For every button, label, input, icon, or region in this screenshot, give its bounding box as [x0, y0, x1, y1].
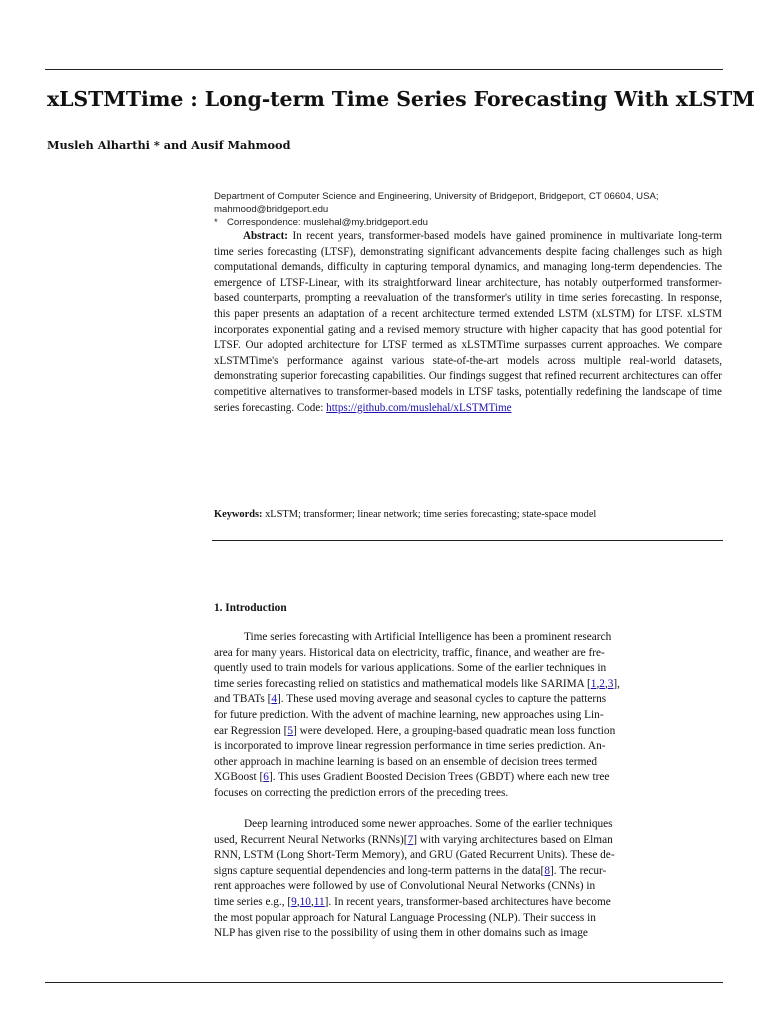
text-line: NLP has given rise to the possibility of using them in other domains such as image [214, 927, 588, 940]
line-text: ] with varying architectures based on Elman [413, 833, 613, 846]
abstract [214, 229, 722, 416]
text-line [214, 724, 722, 740]
affiliation-email: mahmood@bridgeport.edu [214, 204, 329, 215]
line-text: ], [613, 677, 621, 690]
intro-paragraph-2 [214, 817, 722, 942]
text-line [214, 833, 722, 849]
citation-link[interactable]: 8 [544, 864, 550, 877]
line-text: ear Regression [ [214, 724, 288, 737]
text-line: is incorporated to improve linear regression performance in time series prediction. An- [214, 740, 606, 753]
author-list: Musleh Alharthi * and Ausif Mahmood [47, 138, 291, 152]
text-line: the most popular approach for Natural Language Processing (NLP). Their success in [214, 911, 596, 924]
section-heading: 1. Introduction [214, 602, 287, 614]
intro-paragraph-1 [214, 630, 722, 802]
keywords-label: Keywords: [214, 509, 263, 520]
line-text: signs capture sequential dependencies and long-term patterns in the data[ [214, 864, 545, 877]
citation-link[interactable]: 5 [287, 724, 294, 737]
line-text: ]. The recur- [549, 864, 607, 877]
correspondence-mark: * [214, 217, 218, 228]
top-rule [45, 69, 723, 70]
bottom-rule [45, 982, 723, 983]
text-line: other approach in machine learning is based on an ensemble of decision trees termed [214, 755, 598, 768]
keywords-text: xLSTM; transformer; linear network; time series forecasting; state-space model [262, 509, 597, 520]
text-line: focuses on correcting the prediction errors of the preceding trees. [214, 786, 509, 799]
citation-link[interactable]: 2 [599, 677, 605, 690]
text-line: time series e.g., [9,10,11]. In recent years, transformer-based architectures have become [214, 895, 611, 908]
correspondence [214, 216, 734, 229]
correspondence-text: Correspondence: muslehal@my.bridgeport.edu [227, 217, 429, 228]
citation-link[interactable]: 4 [271, 693, 278, 706]
citation-link[interactable]: 10 [299, 895, 311, 908]
keywords [214, 509, 722, 520]
citation-link[interactable]: 1 [590, 677, 597, 690]
text-line [214, 864, 722, 880]
text-line: time series forecasting relied on statistics and mathematical models like SARIMA [1,2,3], [214, 677, 621, 690]
paper-title: xLSTMTime : Long-term Time Series Forecasting With xLSTM [47, 87, 755, 111]
text-line: quently used to train models for various applications. Some of the earlier techniques in [214, 662, 607, 675]
text-line: for future prediction. With the advent of machine learning, new approaches using Lin- [214, 708, 604, 721]
abstract-paragraph [214, 229, 722, 416]
keywords-rule [212, 540, 723, 541]
text-line: rent approaches were followed by use of Convolutional Neural Networks (CNNs) in [214, 880, 596, 893]
citation-link[interactable]: 3 [607, 677, 614, 690]
citation-link[interactable]: 7 [407, 833, 414, 846]
line-text: time series e.g., [ [214, 895, 292, 908]
text-line: area for many years. Historical data on electricity, traffic, finance, and weather are fre- [214, 646, 605, 659]
line-text: ]. These used moving average and seasonal cycles to capture the patterns [277, 693, 607, 706]
line-text: ]. This uses Gradient Boosted Decision Trees (GBDT) where each new tree [268, 771, 610, 784]
text-line [214, 692, 722, 708]
citation-link[interactable]: 6 [263, 771, 269, 784]
abstract-text: In recent years, transformer-based models have gained prominence in multivariate long-term time series forecasting (LTSF), demonstrating significant advancements despite facing challenges such as high computational demands, difficulty in capturing temporal dynamics, and managing long-term dependencies. The emergence of LTSF-Linear, with its straightforward linear architecture, has notably outperformed transformer-based counterparts, prompting a reevaluation of the transformer's utility in time series forecasting. In response, this paper presents an adaptation of a recent architecture termed extended LSTM (xLSTM) for LTSF. xLSTM incorporates exponential gating and a revised memory structure with higher capacity that has good potential for LTSF. Our adopted architecture for LTSF termed as xLSTMTime surpasses current approaches. We compare xLSTMTime's performance against various state-of-the-art models across multiple real-world datasets, demonstrating superior forecasting capabilities. Our findings suggest that refined recurrent architectures can offer competitive alternatives to transformer-based models in LTSF tasks, potentially redefining the landscape of time series forecasting. Code: [214, 230, 722, 414]
text-line: Deep learning introduced some newer approaches. Some of the earlier techniques [244, 818, 613, 830]
affiliation [214, 190, 734, 229]
citation-link[interactable]: 11 [313, 895, 325, 908]
line-text: ] were developed. Here, a grouping-based quadratic mean loss function [293, 724, 616, 737]
citation-link[interactable]: 9 [291, 895, 297, 908]
line-text: ]. In recent years, transformer-based architectures have become [324, 895, 611, 908]
code-link[interactable]: https://github.com/muslehal/xLSTMTime [326, 401, 512, 414]
text-line: RNN, LSTM (Long Short-Term Memory), and GRU (Gated Recurrent Units). These de- [214, 849, 615, 862]
text-line [214, 770, 722, 786]
abstract-label: Abstract: [243, 230, 288, 242]
line-text: time series forecasting relied on statistics and mathematical models like SARIMA [ [214, 677, 591, 690]
line-text: and TBATs [ [214, 693, 272, 706]
line-text: XGBoost [ [214, 771, 264, 784]
line-text: used, Recurrent Neural Networks (RNNs)[ [214, 833, 408, 846]
text-line: Time series forecasting with Artificial Intelligence has been a prominent research [244, 631, 612, 643]
affiliation-line: Department of Computer Science and Engineering, University of Bridgeport, Bridgeport, CT 06604, USA; [214, 191, 659, 202]
